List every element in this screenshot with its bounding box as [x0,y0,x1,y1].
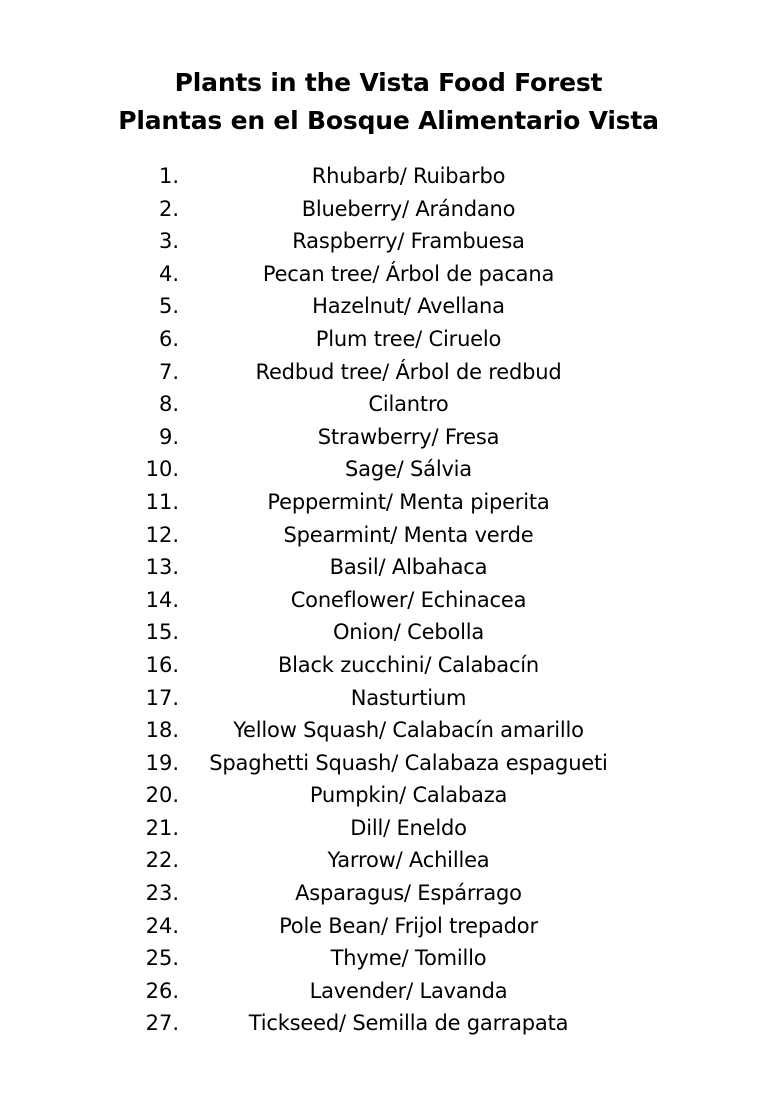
list-item [0,388,777,421]
list-item [0,714,777,747]
item-name: Spearmint/ Menta verde [283,522,534,547]
list-item [0,1007,777,1040]
list-item [0,160,777,193]
list-item [0,682,777,715]
item-number: 27. [145,1011,179,1036]
list-item [0,258,777,291]
item-name: Onion/ Cebolla [332,620,485,645]
item-name: Raspberry/ Frambuesa [292,229,525,254]
list-item [0,975,777,1008]
list-item [0,812,777,845]
item-number: 26. [145,978,179,1003]
item-name: Peppermint/ Menta piperita [267,489,550,514]
item-number: 21. [145,815,179,840]
list-item [0,942,777,975]
item-number: 24. [145,913,179,938]
item-name: Pumpkin/ Calabaza [309,783,508,808]
list-item [0,649,777,682]
item-number: 9. [158,424,179,449]
item-number: 5. [158,294,179,319]
item-name: Hazelnut/ Avellana [312,294,505,319]
item-name: Black zucchini/ Calabacín [277,652,540,677]
item-number: 11. [145,489,179,514]
list-item [0,356,777,389]
item-name: Spaghetti Squash/ Calabaza espagueti [209,750,608,775]
list-item [0,616,777,649]
item-name: Yarrow/ Achillea [327,848,490,873]
list-item [0,486,777,519]
item-number: 10. [145,457,179,482]
list-item [0,519,777,552]
item-number: 1. [158,164,179,188]
item-number: 22. [145,848,179,873]
item-name: Cilantro [368,392,449,417]
item-name: Sage/ Sálvia [345,457,472,482]
list-item [0,910,777,943]
item-name: Blueberry/ Arándano [301,196,516,221]
item-name: Plum tree/ Ciruelo [315,326,502,351]
item-number: 12. [145,522,179,547]
item-name: Nasturtium [350,685,467,710]
item-number: 2. [158,196,179,221]
list-item [0,747,777,780]
item-name: Lavender/ Lavanda [309,978,508,1003]
list-item [0,193,777,226]
item-name: Redbud tree/ Árbol de redbud [255,359,562,384]
item-number: 19. [145,750,179,775]
list-item [0,290,777,323]
item-number: 4. [158,261,179,286]
item-name: Strawberry/ Fresa [317,424,500,449]
list-item [0,779,777,812]
item-name: Dill/ Eneldo [350,815,467,840]
list-item [0,844,777,877]
item-number: 23. [145,881,179,906]
item-number: 15. [145,620,179,645]
item-name: Asparagus/ Espárrago [295,881,522,906]
item-name: Tickseed/ Semilla de garrapata [248,1011,569,1036]
item-number: 8. [158,392,179,417]
item-number: 20. [145,783,179,808]
list-item [0,453,777,486]
plant-list [0,160,777,1040]
list-item [0,877,777,910]
title-spanish: Plantas en el Bosque Alimentario Vista [118,106,659,135]
item-number: 17. [145,685,179,710]
item-name: Pecan tree/ Árbol de pacana [262,261,555,286]
item-number: 6. [158,326,179,351]
item-number: 14. [145,587,179,612]
title-block [0,64,777,140]
item-name: Coneflower/ Echinacea [290,587,527,612]
title-english: Plants in the Vista Food Forest [174,68,603,97]
item-number: 18. [145,718,179,743]
list-item [0,323,777,356]
item-number: 25. [145,946,179,971]
item-name: Pole Bean/ Frijol trepador [279,913,538,938]
item-number: 3. [158,229,179,254]
item-number: 13. [145,555,179,580]
list-item [0,551,777,584]
item-number: 16. [145,652,179,677]
item-name: Yellow Squash/ Calabacín amarillo [233,718,584,743]
item-name: Basil/ Albahaca [329,555,488,580]
item-name: Rhubarb/ Ruibarbo [311,164,506,188]
item-name: Thyme/ Tomillo [330,946,487,971]
item-number: 7. [158,359,179,384]
list-item [0,225,777,258]
list-item [0,584,777,617]
list-item [0,421,777,454]
